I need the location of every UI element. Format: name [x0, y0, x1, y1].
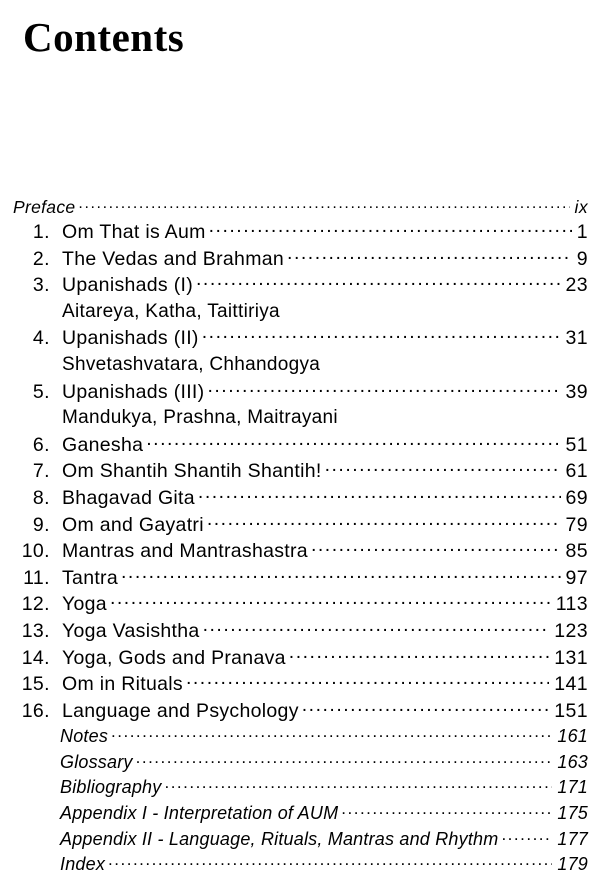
dot-leader: [287, 249, 572, 265]
toc-entry-page: 161: [557, 726, 588, 747]
toc-subtitle-label: Shvetashvatara, Chhandogya: [62, 353, 321, 375]
dot-leader: [207, 515, 561, 531]
toc-entry-chapter-16[interactable]: [0, 700, 600, 727]
toc-entry-page: 9: [576, 247, 588, 270]
dot-leader: [302, 701, 550, 717]
toc-entry-notes[interactable]: [0, 726, 600, 752]
dot-leader: [311, 541, 561, 557]
toc-entry-page: 97: [565, 566, 588, 589]
toc-entry-label: Om in Rituals: [62, 673, 183, 696]
toc-subtitle-label: Aitareya, Katha, Taittiriya: [62, 300, 280, 322]
toc-entry-label: Ganesha: [62, 433, 144, 456]
toc-entry-number: 11.: [23, 566, 50, 589]
toc-entry-page: 141: [554, 673, 588, 696]
dot-leader: [111, 726, 552, 742]
dot-leader: [164, 777, 552, 793]
toc-entry-number: 5.: [32, 380, 50, 403]
dot-leader: [121, 568, 561, 584]
toc-entry-number: 4.: [32, 327, 50, 350]
toc-entry-label: Yoga, Gods and Pranava: [62, 646, 286, 669]
toc-entry-number: 13.: [21, 619, 50, 642]
dot-leader: [146, 435, 560, 451]
toc-entry-label: Appendix II - Language, Rituals, Mantras and Rhythm: [60, 828, 499, 849]
toc-entry-page: 151: [554, 699, 588, 722]
toc-entry-label: Mantras and Mantrashastra: [62, 540, 308, 563]
toc-entry-appendix-2[interactable]: [0, 829, 600, 855]
page-title: Contents: [23, 14, 185, 60]
toc-entry-page: 131: [554, 646, 588, 669]
toc-entry-label: Upanishads (I): [62, 274, 194, 297]
toc-entry-label: Preface: [13, 197, 76, 217]
toc-entry-label: Notes: [60, 726, 109, 747]
toc-entry-page: ix: [574, 197, 588, 217]
toc-entry-chapter-12[interactable]: [0, 593, 600, 620]
toc-entry-chapter-1[interactable]: [0, 221, 600, 248]
toc-entry-page: 23: [565, 274, 588, 297]
toc-entry-label: Om That is Aum: [62, 221, 206, 243]
toc-entry-label: Bibliography: [60, 777, 162, 798]
toc-entry-number: 8.: [32, 486, 50, 509]
toc-entry-label: The Vedas and Brahman: [62, 247, 285, 270]
dot-leader: [501, 829, 552, 845]
toc-entry-page: 179: [557, 854, 588, 875]
dot-leader: [202, 328, 561, 344]
toc-entry-chapter-8[interactable]: [0, 487, 600, 514]
toc-entry-glossary[interactable]: [0, 752, 600, 778]
dot-leader: [78, 197, 569, 213]
toc-subtitle-chapter-5: [0, 407, 600, 434]
toc-entry-number: 14.: [21, 646, 50, 669]
toc-entry-page: 1: [576, 221, 588, 243]
toc-entry-chapter-5[interactable]: [0, 381, 600, 408]
toc-entry-label: Yoga Vasishtha: [62, 619, 200, 642]
toc-entry-appendix-1[interactable]: [0, 803, 600, 829]
dot-leader: [196, 275, 560, 291]
toc-entry-number: 1.: [32, 221, 50, 243]
toc-entry-chapter-9[interactable]: [0, 514, 600, 541]
toc-entry-label: Yoga: [62, 593, 107, 616]
toc-entry-page: 79: [565, 513, 588, 536]
toc-entry-chapter-2[interactable]: [0, 248, 600, 275]
toc-entry-page: 163: [557, 751, 588, 772]
toc-entry-page: 61: [565, 460, 588, 483]
dot-leader: [198, 488, 561, 504]
toc-entry-number: 3.: [32, 274, 50, 297]
dot-leader: [108, 854, 552, 870]
toc-entry-chapter-3[interactable]: [0, 274, 600, 301]
dot-leader: [186, 674, 549, 690]
toc-entry-label: Upanishads (II): [62, 327, 199, 350]
toc-entry-page: 85: [565, 540, 588, 563]
toc-subtitle-chapter-4: [0, 354, 600, 381]
toc-entry-chapter-11[interactable]: [0, 567, 600, 594]
toc-entry-label: Tantra: [62, 566, 118, 589]
dot-leader: [110, 594, 551, 610]
dot-leader: [289, 648, 549, 664]
toc-entry-number: 16.: [21, 699, 50, 722]
toc-entry-number: 7.: [32, 460, 50, 483]
toc-entry-label: Bhagavad Gita: [62, 486, 195, 509]
toc-entry-label: Appendix I - Interpretation of AUM: [60, 803, 339, 824]
toc-entry-number: 15.: [21, 673, 50, 696]
toc-entry-page: 123: [554, 619, 588, 642]
dot-leader: [203, 621, 550, 637]
toc-entry-number: 6.: [32, 433, 50, 456]
toc-entry-number: 2.: [32, 247, 50, 270]
dot-leader: [325, 461, 561, 477]
table-of-contents: [0, 197, 600, 880]
toc-entry-bibliography[interactable]: [0, 777, 600, 803]
toc-entry-label: Glossary: [60, 751, 133, 772]
toc-subtitle-label: Mandukya, Prashna, Maitrayani: [62, 407, 338, 429]
toc-subtitle-chapter-3: [0, 301, 600, 328]
toc-entry-number: 12.: [21, 593, 50, 616]
toc-entry-page: 113: [555, 593, 588, 616]
toc-entry-page: 51: [565, 433, 588, 456]
toc-entry-number: 9.: [32, 513, 50, 536]
toc-entry-label: Om Shantih Shantih Shantih!: [62, 460, 322, 483]
toc-entry-label: Index: [60, 854, 106, 875]
toc-entry-chapter-14[interactable]: [0, 647, 600, 674]
dot-leader: [136, 752, 553, 768]
dot-leader: [207, 382, 560, 398]
toc-entry-number: 10.: [21, 540, 50, 563]
toc-entry-page: 171: [557, 777, 588, 798]
toc-entry-label: Om and Gayatri: [62, 513, 204, 536]
toc-entry-chapter-10[interactable]: [0, 540, 600, 567]
dot-leader: [341, 803, 552, 819]
toc-entry-index[interactable]: [0, 854, 600, 880]
toc-entry-page: 39: [565, 380, 588, 403]
toc-entry-chapter-6[interactable]: [0, 434, 600, 461]
toc-entry-preface[interactable]: [0, 197, 600, 221]
toc-entry-chapter-13[interactable]: [0, 620, 600, 647]
toc-entry-page: 31: [565, 327, 588, 350]
toc-entry-chapter-4[interactable]: [0, 327, 600, 354]
toc-entry-chapter-7[interactable]: [0, 460, 600, 487]
toc-entry-page: 175: [557, 803, 588, 824]
dot-leader: [209, 222, 572, 238]
toc-entry-page: 177: [557, 828, 588, 849]
toc-entry-label: Language and Psychology: [62, 699, 299, 722]
toc-entry-page: 69: [565, 486, 588, 509]
toc-entry-chapter-15[interactable]: [0, 673, 600, 700]
toc-entry-label: Upanishads (III): [62, 380, 205, 403]
